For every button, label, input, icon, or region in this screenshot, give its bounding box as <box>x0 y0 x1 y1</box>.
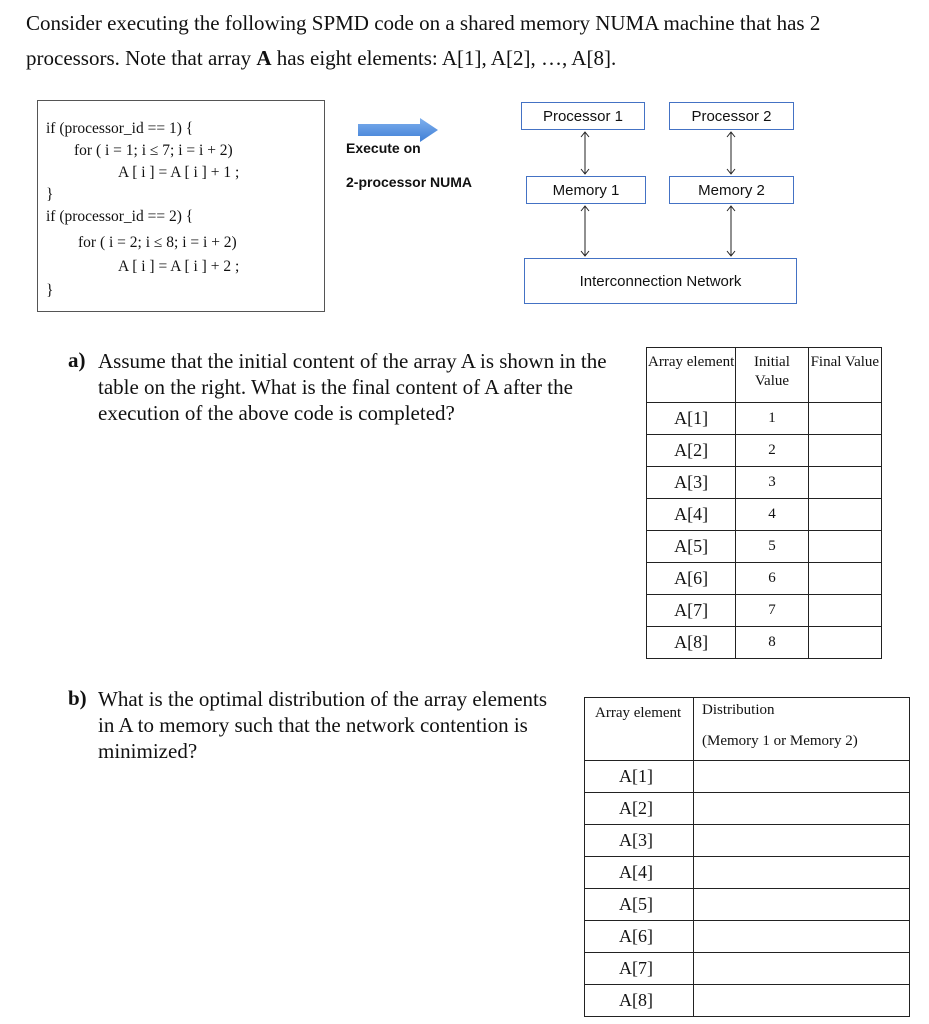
table-a-element-cell: A[8] <box>647 627 736 659</box>
table-b-element-cell: A[2] <box>585 793 694 825</box>
table-a-initial-cell: 1 <box>736 403 808 435</box>
table-a-row <box>647 467 882 499</box>
table-a-row <box>647 563 882 595</box>
processor-2-label: Processor 2 <box>691 107 772 125</box>
intro-bold-A: A <box>256 46 272 70</box>
execute-label-2: 2-processor NUMA <box>346 174 473 190</box>
table-b-distribution-cell[interactable] <box>694 953 910 985</box>
execute-arrow-icon <box>358 118 440 142</box>
table-a-initial-cell: 6 <box>736 563 808 595</box>
table-a-final-cell[interactable] <box>808 499 881 531</box>
memory-1-box <box>526 176 646 204</box>
arrow-m2-network-icon <box>724 204 738 258</box>
table-b-row <box>585 857 910 889</box>
table-a-final-cell[interactable] <box>808 627 881 659</box>
table-b-distribution-cell[interactable] <box>694 761 910 793</box>
table-a-element-cell: A[6] <box>647 563 736 595</box>
table-b-element-cell: A[7] <box>585 953 694 985</box>
interconnection-network-box <box>524 258 797 304</box>
table-b-distribution-cell[interactable] <box>694 889 910 921</box>
table-b-row <box>585 921 910 953</box>
code-line-6: for ( i = 2; i ≤ 8; i = i + 2) <box>78 234 237 251</box>
arrow-m1-network-icon <box>578 204 592 258</box>
table-a-element-cell: A[7] <box>647 595 736 627</box>
table-b-row <box>585 761 910 793</box>
table-a <box>646 347 882 659</box>
table-b-distribution-cell[interactable] <box>694 921 910 953</box>
table-b-distribution-cell[interactable] <box>694 793 910 825</box>
table-a-final-cell[interactable] <box>808 435 881 467</box>
table-b-distribution-title: Distribution <box>702 702 775 718</box>
question-b-label: b) <box>68 686 87 710</box>
table-a-row <box>647 403 882 435</box>
code-line-5: if (processor_id == 2) { <box>46 208 194 225</box>
question-a-label: a) <box>68 348 86 372</box>
code-line-7: A [ i ] = A [ i ] + 2 ; <box>118 258 240 275</box>
question-b-text: What is the optimal distribution of the array elements in A to memory such that the network contention is minimized? <box>98 687 548 763</box>
table-a-initial-cell: 7 <box>736 595 808 627</box>
code-line-4: } <box>46 186 54 203</box>
processor-1-box <box>521 102 645 130</box>
table-b-row <box>585 985 910 1017</box>
table-a-initial-cell: 2 <box>736 435 808 467</box>
code-box <box>37 100 325 312</box>
processor-2-box <box>669 102 794 130</box>
arrow-p1-m1-icon <box>578 130 592 176</box>
table-a-row <box>647 435 882 467</box>
table-b-element-cell: A[8] <box>585 985 694 1017</box>
table-b-row <box>585 793 910 825</box>
table-a-element-cell: A[2] <box>647 435 736 467</box>
memory-2-label: Memory 2 <box>698 181 765 199</box>
table-b-element-cell: A[6] <box>585 921 694 953</box>
table-b-distribution-cell[interactable] <box>694 985 910 1017</box>
table-a-final-cell[interactable] <box>808 563 881 595</box>
table-a-row <box>647 499 882 531</box>
table-a-final-cell[interactable] <box>808 467 881 499</box>
table-b-header-element: Array element <box>585 698 694 761</box>
code-line-8: } <box>46 282 54 299</box>
intro-text-1: Consider executing the following SPMD code on a shared memory NUMA machine that has 2 processors. Note that array <box>26 11 821 70</box>
arrow-p2-m2-icon <box>724 130 738 176</box>
table-b-distribution-cell[interactable] <box>694 825 910 857</box>
table-a-header-final: Final Value <box>808 348 881 403</box>
processor-1-label: Processor 1 <box>542 107 624 125</box>
table-a-row <box>647 627 882 659</box>
table-b-row <box>585 889 910 921</box>
table-a-row <box>647 531 882 563</box>
table-a-final-cell[interactable] <box>808 595 881 627</box>
table-b <box>584 697 910 1017</box>
code-line-2: for ( i = 1; i ≤ 7; i = i + 2) <box>74 142 233 159</box>
memory-1-label: Memory 1 <box>552 181 620 199</box>
table-b-element-cell: A[3] <box>585 825 694 857</box>
table-a-final-cell[interactable] <box>808 531 881 563</box>
table-a-element-cell: A[1] <box>647 403 736 435</box>
code-line-1: if (processor_id == 1) { <box>46 120 194 137</box>
table-b-header-distribution <box>694 698 910 761</box>
table-b-distribution-cell[interactable] <box>694 857 910 889</box>
table-a-initial-cell: 3 <box>736 467 808 499</box>
table-b-row <box>585 953 910 985</box>
table-b-element-cell: A[1] <box>585 761 694 793</box>
table-a-element-cell: A[5] <box>647 531 736 563</box>
table-a-header-initial: Initial Value <box>736 348 808 403</box>
table-b-element-cell: A[5] <box>585 889 694 921</box>
table-a-initial-cell: 8 <box>736 627 808 659</box>
network-label: Interconnection Network <box>579 272 742 290</box>
table-b-element-cell: A[4] <box>585 857 694 889</box>
table-b-distribution-subtitle: (Memory 1 or Memory 2) <box>702 733 858 749</box>
code-line-3: A [ i ] = A [ i ] + 1 ; <box>118 164 240 181</box>
table-a-row <box>647 595 882 627</box>
execute-label-1: Execute on <box>346 140 421 156</box>
table-a-element-cell: A[3] <box>647 467 736 499</box>
table-a-final-cell[interactable] <box>808 403 881 435</box>
question-a-text: Assume that the initial content of the array A is shown in the table on the right. What is the final content of A after the execution of the above code is completed? <box>98 349 607 425</box>
table-a-header-element: Array element <box>647 348 736 403</box>
table-a-header <box>647 348 882 403</box>
table-b-row <box>585 825 910 857</box>
table-a-initial-cell: 5 <box>736 531 808 563</box>
table-b-header <box>585 698 910 761</box>
table-a-element-cell: A[4] <box>647 499 736 531</box>
memory-2-box <box>669 176 794 204</box>
intro-text-2: has eight elements: A[1], A[2], …, A[8]. <box>271 46 617 70</box>
table-a-initial-cell: 4 <box>736 499 808 531</box>
intro-paragraph <box>26 6 906 76</box>
